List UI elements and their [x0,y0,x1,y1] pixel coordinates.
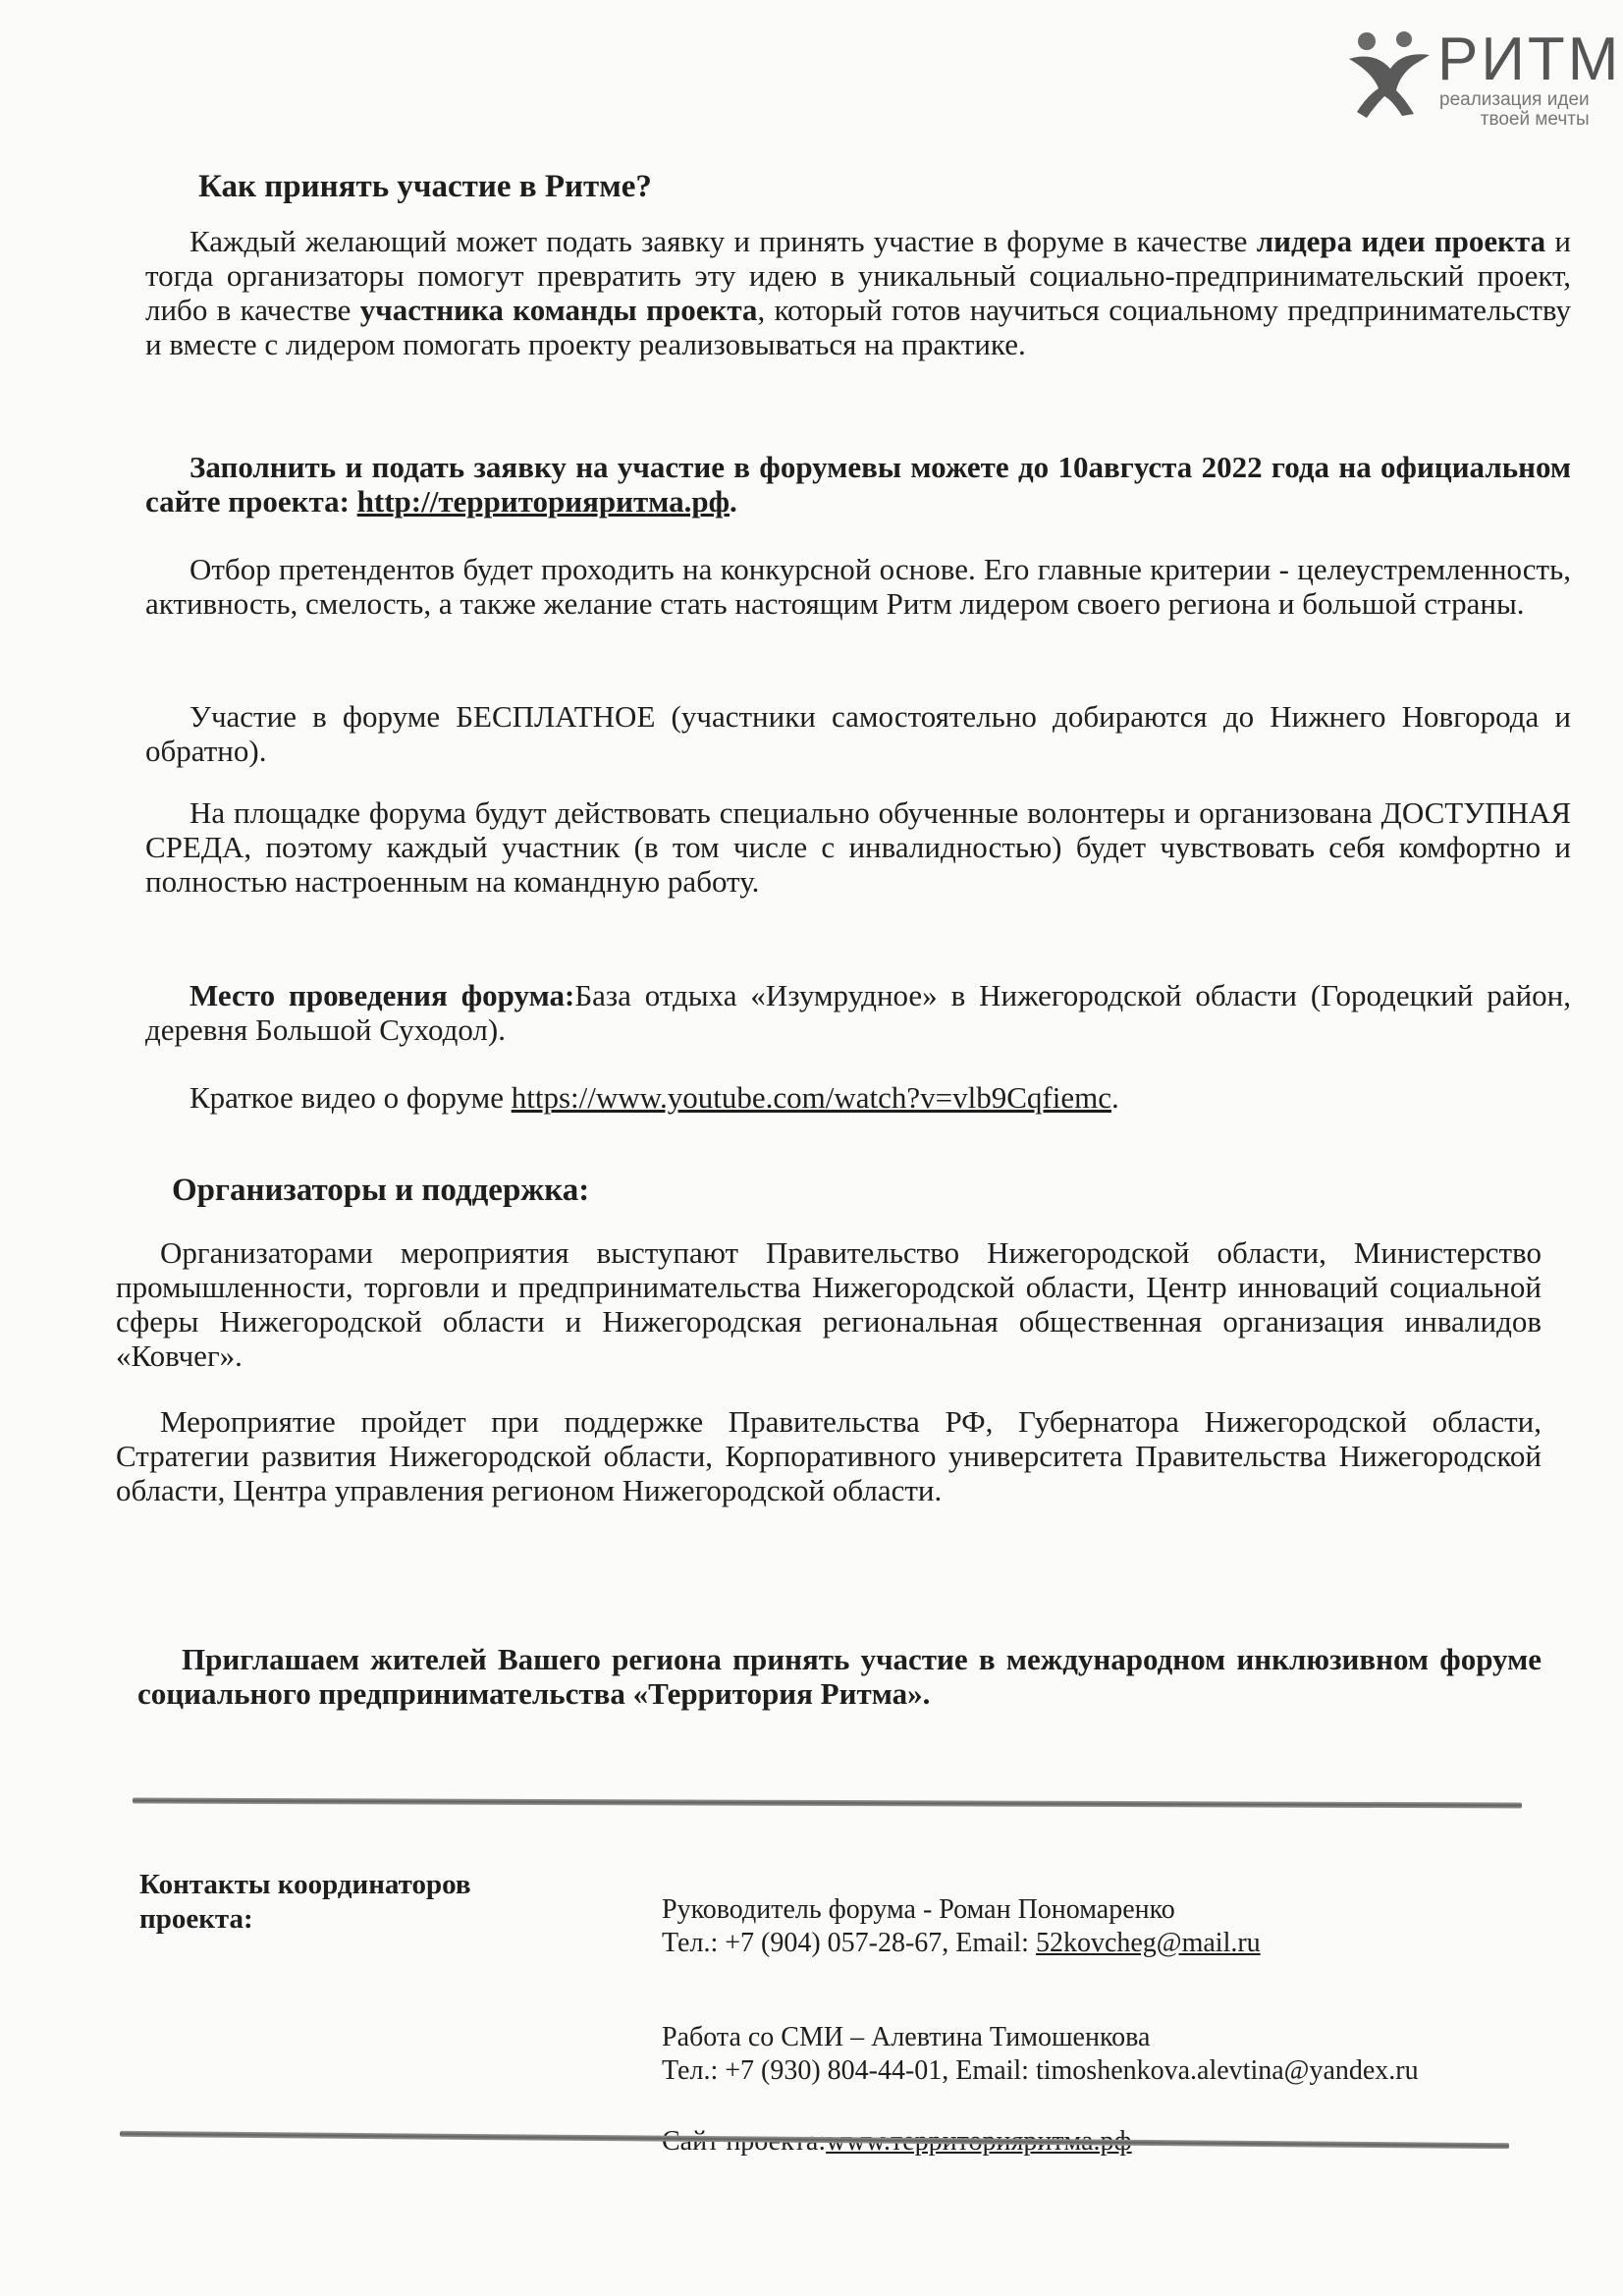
paragraph-free-participation: Участие в форуме БЕСПЛАТНОЕ (участники самостоятельно добираются до Нижнего Новгорода и обратно). [145,699,1571,768]
paragraph-support: Мероприятие пройдет при поддержке Правительства РФ, Губернатора Нижегородской области, Стратегии развития Нижегородской области, Корпоративного университета Правительства Нижегородской области, Центра управления регионом Нижегородской области. [116,1404,1542,1507]
contacts-block [662,1893,1545,2159]
logo-wordmark: РИТМ [1437,27,1622,93]
section-heading-organizers: Организаторы и поддержка: [172,1173,590,1208]
paragraph-selection: Отбор претендентов будет проходить на конкурсной основе. Его главные критерии - целеустремленность, активность, смелость, а также желание стать настоящим Ритм лидером своего региона и большой страны. [145,552,1571,621]
section-heading-participation: Как принять участие в Ритме? [198,169,652,204]
contacts-label: Контакты координаторов проекта: [139,1869,471,1935]
paragraph-accessible-environment: На площадке форума будут действовать специально обученные волонтеры и организована ДОСТУПНАЯ СРЕДА, поэтому каждый участник (в том числе с инвалидностью) будет чувствовать себя комфортно и полностью настроенным на командную работу. [145,795,1571,899]
ritm-figure-icon [1345,29,1435,120]
logo-tagline: реализация идеи твоей мечты [1439,89,1590,126]
paragraph-how-to-participate: Каждый желающий может подать заявку и принять участие в форуме в качестве лидера идеи проекта и тогда организаторы помогут превратить эту идею в уникальный социально-предпринимательский проект, либо в качестве участника команды проекта, который готов научиться социальному предпринимательству и вместе с лидером помогать проекту реализовываться на практике. [145,224,1572,361]
media-phone: Тел.: +7 (930) 804-44-01, Email: timoshenkova.alevtina@yandex.ru [662,2055,1419,2086]
official-site-link[interactable]: http://территорияритма.рф [356,484,730,519]
paragraph-video: Краткое видео о форуме https://www.youtube.com/watch?v=vlb9Cqfiemc. [189,1080,1119,1115]
leader-phone: Тел.: +7 (904) 057-28-67, Email: 52kovcheg@mail.ru [662,1928,1261,1958]
leader-line: Руководитель форума - Роман Пономаренко [662,1894,1175,1925]
invitation-text: Приглашаем жителей Вашего региона принять участие в международном инклюзивном форуме социального предпринимательства «Территория Ритма». [137,1642,1542,1711]
paragraph-application-deadline: Заполнить и подать заявку на участие в форумевы можете до 10августа 2022 года на официальном сайте проекта: http://территорияритма.рф. [145,450,1571,519]
media-line: Работа со СМИ – Алевтина Тимошенкова [662,2022,1151,2052]
youtube-video-link[interactable]: https://www.youtube.com/watch?v=vlb9Cqfiemc [511,1080,1111,1115]
paragraph-organizers: Организаторами мероприятия выступают Правительство Нижегородской области, Министерство промышленности, торговли и предпринимательства Нижегородской области, Центр инноваций социальной сферы Нижегородской области и Нижегородская региональная общественная организация инвалидов «Ковчег». [116,1235,1542,1373]
divider-top [133,1798,1522,1809]
ritm-logo [1345,27,1623,126]
paragraph-venue: Место проведения форума:База отдыха «Изумрудное» в Нижегородской области (Городецкий район, деревня Большой Суходол). [145,978,1571,1047]
leader-email-link[interactable]: 52kovcheg@mail.ru [1035,1928,1261,1958]
